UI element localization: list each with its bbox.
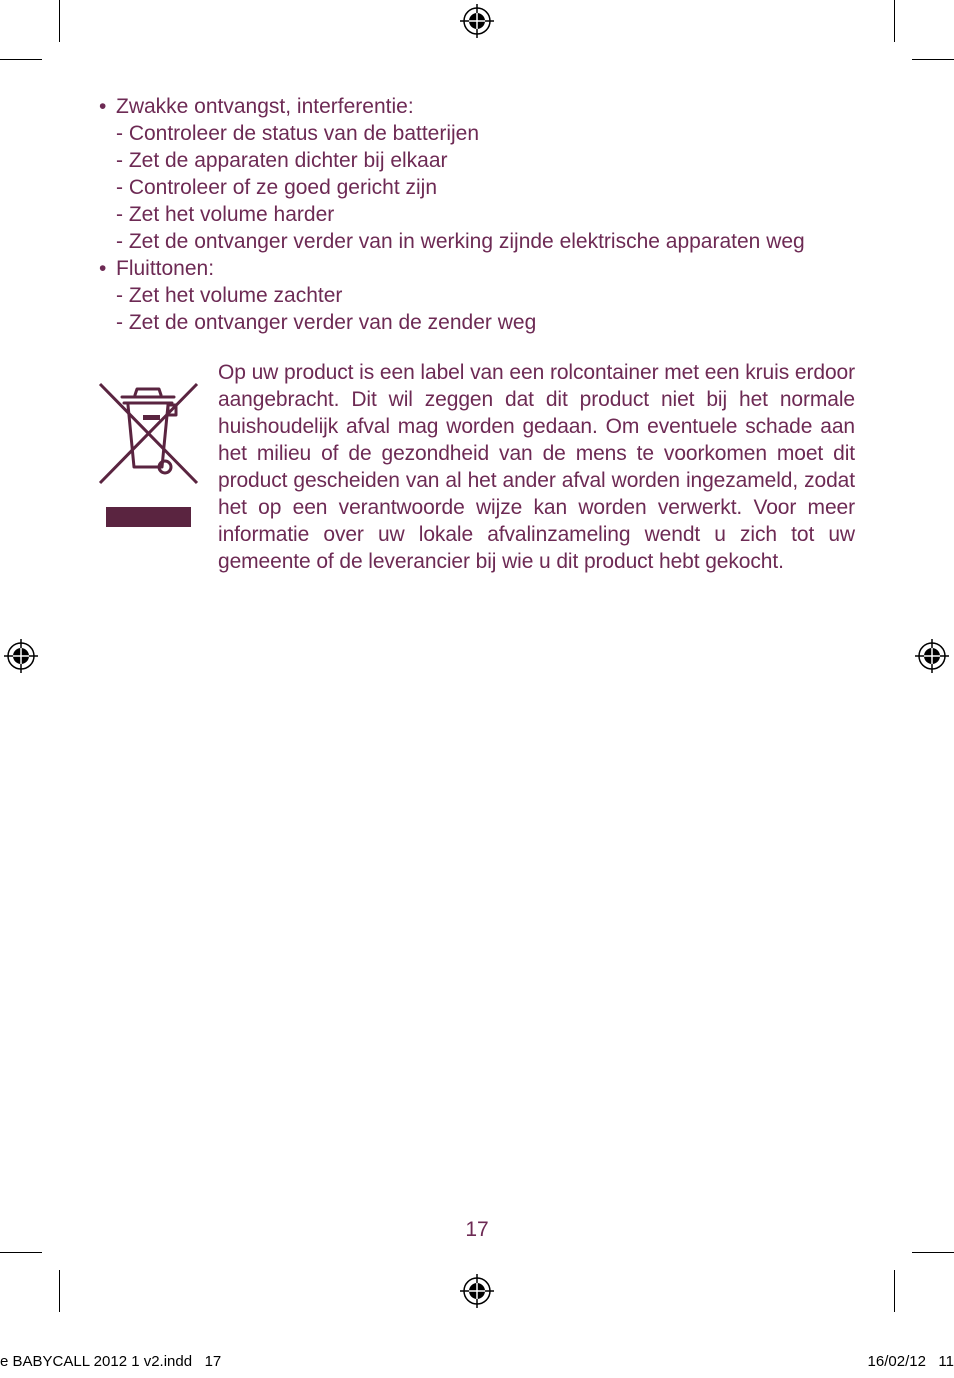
list-item: - Controleer de status van de batterijen [116, 122, 480, 145]
problem-label: Zwakke ontvangst, interferentie: [116, 95, 414, 118]
trim-mark [59, 0, 60, 42]
trim-mark [912, 59, 954, 60]
problem-label: Fluittonen: [116, 257, 215, 280]
trim-mark [59, 1270, 60, 1312]
list-item [99, 93, 879, 120]
registration-mark-icon [915, 639, 949, 673]
registration-mark-icon [460, 1274, 494, 1308]
bullet: • [99, 95, 107, 118]
list-item [99, 255, 879, 282]
trim-mark [0, 1252, 42, 1253]
trim-mark [0, 59, 42, 60]
trim-mark [912, 1252, 954, 1253]
list-item: - Zet de ontvanger verder van de zender weg [116, 311, 537, 334]
list-item: - Controleer of ze goed gericht zijn [116, 176, 437, 199]
trim-mark [894, 1270, 895, 1312]
slug-filename: e BABYCALL 2012 1 v2.indd 17 [0, 1353, 222, 1370]
troubleshooting-list [99, 93, 879, 336]
list-item: - Zet de apparaten dichter bij elkaar [116, 149, 448, 172]
registration-mark-icon [4, 639, 38, 673]
list-item: - Zet het volume harder [116, 203, 335, 226]
registration-mark-icon [460, 4, 494, 38]
weee-disposal-paragraph: Op uw product is een label van een rolcontainer met een kruis erdoor aangebracht. Dit wil zeggen dat dit product niet bij het normale huishoudelijk afval mag worden gedaan. Om eventuele schade aan het milieu of de gezondheid van de mens te voorkomen moet dit product gescheiden van al het ander afval worden ingezameld, zodat het op een verantwoorde wijze kan worden verwerkt. Voor meer informatie over uw lokale afvalinzameling wendt u zich tot uw gemeente of de leverancier bij wie u dit product hebt gekocht. [218, 361, 855, 573]
bullet: • [99, 257, 107, 280]
crossed-out-wheelie-bin-icon [97, 381, 201, 531]
page-number: 17 [465, 1218, 489, 1241]
slug-date: 16/02/12 11 [867, 1353, 954, 1370]
list-item: - Zet het volume zachter [116, 284, 343, 307]
trim-mark [894, 0, 895, 42]
list-item: - Zet de ontvanger verder van in werking zijnde elektrische apparaten weg [116, 230, 805, 253]
